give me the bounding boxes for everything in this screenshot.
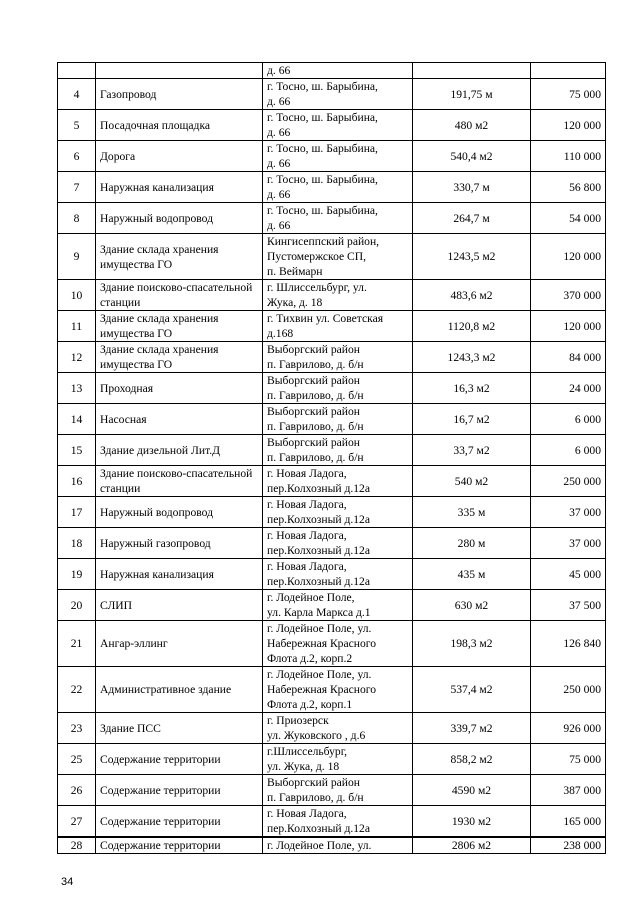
row-number: 5 [58,110,96,141]
row-number: 22 [58,667,96,713]
object-area: 630 м2 [413,590,531,621]
object-name: Наружная канализация [96,172,263,203]
object-address: Выборгский район п. Гаврилово, д. б/н [263,373,413,404]
object-address: г. Лодейное Поле, ул. Карла Маркса д.1 [263,590,413,621]
table-row [58,744,606,775]
object-area: 16,7 м2 [413,404,531,435]
object-address: Выборгский район п. Гаврилово, д. б/н [263,404,413,435]
object-name: СЛИП [96,590,263,621]
row-number: 11 [58,311,96,342]
row-number: 16 [58,466,96,497]
row-number: 26 [58,775,96,806]
row-number [58,63,96,79]
object-name: Здание склада хранения имущества ГО [96,234,263,280]
object-address: г.Шлиссельбург, ул. Жука, д. 18 [263,744,413,775]
object-address: г. Тосно, ш. Барыбина, д. 66 [263,203,413,234]
object-area: 339,7 м2 [413,713,531,744]
table-row [58,63,606,79]
row-number: 23 [58,713,96,744]
object-cost: 165 000 [531,806,606,838]
table-row [58,528,606,559]
object-cost: 126 840 [531,621,606,667]
row-number: 20 [58,590,96,621]
object-area: 198,3 м2 [413,621,531,667]
object-cost: 6 000 [531,404,606,435]
object-area: 335 м [413,497,531,528]
table-row [58,280,606,311]
object-name: Проходная [96,373,263,404]
object-address: г. Лодейное Поле, ул. Набережная Красного Флота д.2, корп.2 [263,621,413,667]
object-name: Дорога [96,141,263,172]
object-area: 2806 м2 [413,837,531,854]
table-row [58,559,606,590]
object-area: 4590 м2 [413,775,531,806]
object-cost: 37 500 [531,590,606,621]
table-row [58,404,606,435]
object-area: 264,7 м [413,203,531,234]
object-name: Наружная канализация [96,559,263,590]
object-cost: 238 000 [531,837,606,854]
object-area: 480 м2 [413,110,531,141]
object-address: г. Приозерск ул. Жуковского , д.6 [263,713,413,744]
object-name: Содержание территории [96,775,263,806]
object-name: Здание поисково-спасательной станции [96,280,263,311]
object-cost: 84 000 [531,342,606,373]
object-area: 1930 м2 [413,806,531,838]
object-area: 435 м [413,559,531,590]
object-area: 330,7 м [413,172,531,203]
object-cost: 37 000 [531,497,606,528]
row-number: 8 [58,203,96,234]
row-number: 6 [58,141,96,172]
object-address: г. Новая Ладога, пер.Колхозный д.12а [263,497,413,528]
object-area [413,63,531,79]
object-area: 540 м2 [413,466,531,497]
object-area: 483,6 м2 [413,280,531,311]
object-name: Здание ПСС [96,713,263,744]
object-address: г. Новая Ладога, пер.Колхозный д.12а [263,806,413,838]
table-row [58,621,606,667]
table-row [58,141,606,172]
object-address: г. Шлиссельбург, ул. Жука, д. 18 [263,280,413,311]
object-name: Наружный газопровод [96,528,263,559]
object-cost: 75 000 [531,79,606,110]
row-number: 7 [58,172,96,203]
page-number: 34 [61,876,74,888]
row-number: 14 [58,404,96,435]
table-row [58,466,606,497]
table-row [58,497,606,528]
object-area: 537,4 м2 [413,667,531,713]
object-address: Кингисеппский район, Пустомержское СП, п. Веймарн [263,234,413,280]
table-row [58,837,606,854]
object-name: Содержание территории [96,806,263,838]
object-cost: 120 000 [531,234,606,280]
object-name [96,63,263,79]
object-name: Посадочная площадка [96,110,263,141]
object-cost: 24 000 [531,373,606,404]
object-address: г. Тосно, ш. Барыбина, д. 66 [263,141,413,172]
table-body [58,63,606,854]
object-area: 16,3 м2 [413,373,531,404]
object-address: г. Тосно, ш. Барыбина, д. 66 [263,110,413,141]
table-row [58,79,606,110]
object-cost: 120 000 [531,311,606,342]
row-number: 9 [58,234,96,280]
row-number: 21 [58,621,96,667]
row-number: 15 [58,435,96,466]
object-address: г. Лодейное Поле, ул. Набережная Красного Флота д.2, корп.1 [263,667,413,713]
object-name: Наружный водопровод [96,497,263,528]
object-cost: 370 000 [531,280,606,311]
object-address: Выборгский район п. Гаврилово, д. б/н [263,342,413,373]
table-row [58,667,606,713]
object-area: 1243,5 м2 [413,234,531,280]
object-cost: 75 000 [531,744,606,775]
object-address: Выборгский район п. Гаврилово, д. б/н [263,775,413,806]
table-row [58,806,606,838]
table-row [58,373,606,404]
object-cost: 54 000 [531,203,606,234]
row-number: 19 [58,559,96,590]
object-area: 280 м [413,528,531,559]
row-number: 25 [58,744,96,775]
object-area: 1120,8 м2 [413,311,531,342]
table-row [58,110,606,141]
object-name: Здание поисково-спасательной станции [96,466,263,497]
table-row [58,311,606,342]
object-name: Насосная [96,404,263,435]
object-name: Административное здание [96,667,263,713]
table-row [58,713,606,744]
object-area: 858,2 м2 [413,744,531,775]
table-row [58,775,606,806]
object-cost: 120 000 [531,110,606,141]
object-address: г. Тосно, ш. Барыбина, д. 66 [263,79,413,110]
row-number: 4 [58,79,96,110]
object-name: Здание склада хранения имущества ГО [96,311,263,342]
row-number: 12 [58,342,96,373]
row-number: 28 [58,837,96,854]
object-name: Ангар-эллинг [96,621,263,667]
object-area: 540,4 м2 [413,141,531,172]
object-area: 33,7 м2 [413,435,531,466]
row-number: 18 [58,528,96,559]
object-name: Наружный водопровод [96,203,263,234]
object-address: г. Тосно, ш. Барыбина, д. 66 [263,172,413,203]
property-table [57,62,606,854]
object-address: г. Новая Ладога, пер.Колхозный д.12а [263,466,413,497]
row-number: 13 [58,373,96,404]
object-cost: 387 000 [531,775,606,806]
object-cost [531,63,606,79]
table-row [58,342,606,373]
object-name: Содержание территории [96,837,263,854]
object-cost: 926 000 [531,713,606,744]
object-cost: 250 000 [531,667,606,713]
object-cost: 45 000 [531,559,606,590]
row-number: 27 [58,806,96,838]
object-name: Здание дизельной Лит.Д [96,435,263,466]
object-cost: 110 000 [531,141,606,172]
object-address: Выборгский район п. Гаврилово, д. б/н [263,435,413,466]
object-cost: 37 000 [531,528,606,559]
row-number: 17 [58,497,96,528]
object-cost: 250 000 [531,466,606,497]
table-row [58,203,606,234]
object-address: г. Новая Ладога, пер.Колхозный д.12а [263,528,413,559]
object-address: г. Тихвин ул. Советская д.168 [263,311,413,342]
table-row [58,234,606,280]
object-address: д. 66 [263,63,413,79]
row-number: 10 [58,280,96,311]
object-area: 191,75 м [413,79,531,110]
object-address: г. Лодейное Поле, ул. [263,837,413,854]
object-name: Здание склада хранения имущества ГО [96,342,263,373]
object-name: Содержание территории [96,744,263,775]
object-address: г. Новая Ладога, пер.Колхозный д.12а [263,559,413,590]
object-name: Газопровод [96,79,263,110]
object-cost: 6 000 [531,435,606,466]
table-row [58,172,606,203]
object-cost: 56 800 [531,172,606,203]
object-area: 1243,3 м2 [413,342,531,373]
table-row [58,435,606,466]
table-row [58,590,606,621]
